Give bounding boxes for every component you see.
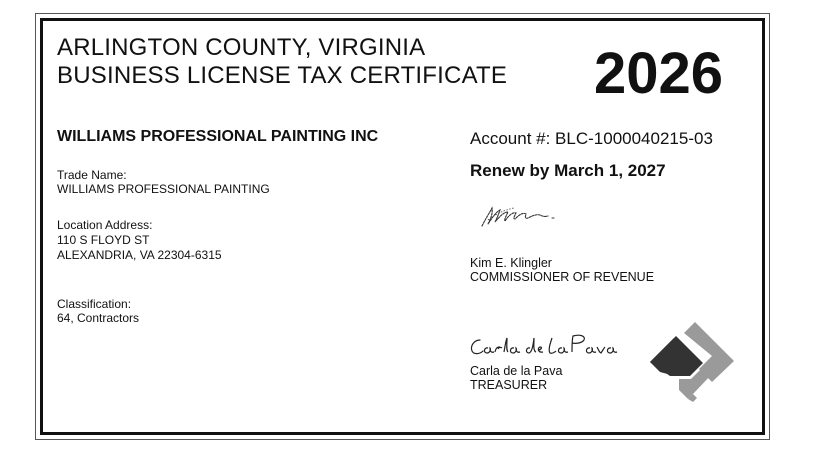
- certificate-title-line2: BUSINESS LICENSE TAX CERTIFICATE: [57, 62, 508, 89]
- county-logo: [648, 320, 738, 404]
- address-line1: 110 S FLOYD ST: [57, 233, 150, 247]
- address-line2: ALEXANDRIA, VA 22304-6315: [57, 248, 222, 262]
- account-number: Account #: BLC-1000040215-03: [470, 129, 713, 148]
- location-address-label: Location Address:: [57, 218, 153, 232]
- renew-by-date: Renew by March 1, 2027: [470, 161, 666, 180]
- license-year: 2026: [594, 41, 724, 106]
- classification-label: Classification:: [57, 297, 132, 311]
- trade-name-value: WILLIAMS PROFESSIONAL PAINTING: [57, 182, 270, 196]
- commissioner-name: Kim E. Klingler: [470, 256, 552, 270]
- certificate-title-line1: ARLINGTON COUNTY, VIRGINIA: [57, 34, 426, 61]
- commissioner-signature: [478, 200, 573, 232]
- treasurer-title: TREASURER: [470, 378, 548, 392]
- commissioner-title: COMMISSIONER OF REVENUE: [470, 270, 655, 284]
- classification-value: 64, Contractors: [57, 311, 140, 325]
- treasurer-name: Carla de la Pava: [470, 364, 563, 378]
- treasurer-signature: [468, 332, 618, 362]
- trade-name-label: Trade Name:: [57, 168, 127, 182]
- business-name: WILLIAMS PROFESSIONAL PAINTING INC: [57, 128, 379, 145]
